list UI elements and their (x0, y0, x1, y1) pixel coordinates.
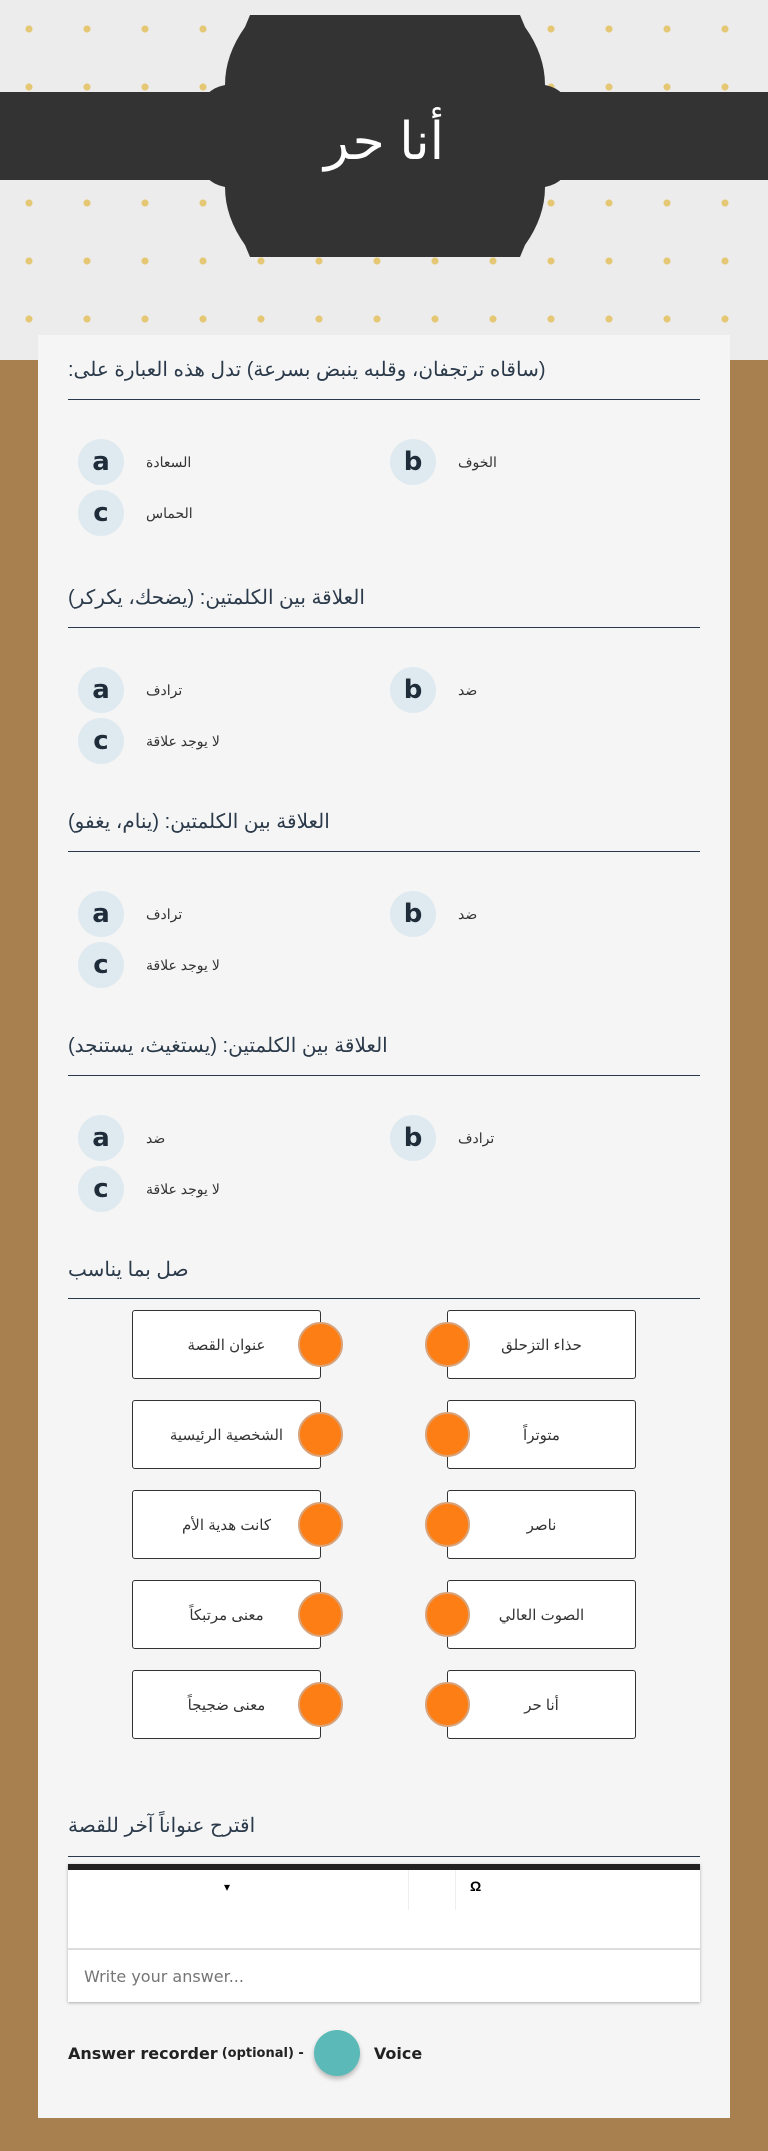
match-connector-dot[interactable] (425, 1322, 470, 1367)
option-a[interactable] (78, 891, 182, 937)
divider (68, 627, 700, 628)
match-right-item[interactable]: ناصر (447, 1490, 636, 1559)
option-c[interactable] (78, 1166, 220, 1212)
option-letter-badge: c (78, 718, 124, 764)
match-connector-dot[interactable] (298, 1592, 343, 1637)
voice-record-button[interactable] (314, 2030, 360, 2076)
form-card (38, 335, 730, 2118)
option-letter-badge: b (390, 439, 436, 485)
match-title: صل بما يناسب (68, 1259, 189, 1281)
match-connector-dot[interactable] (425, 1412, 470, 1457)
option-a[interactable] (78, 1115, 165, 1161)
answer-input[interactable] (68, 1948, 700, 2002)
match-right-item[interactable]: أنا حر (447, 1670, 636, 1739)
divider (68, 399, 700, 400)
toolbar-separator (408, 1870, 409, 1910)
divider (68, 851, 700, 852)
match-right-item[interactable]: حذاء التزحلق (447, 1310, 636, 1379)
option-c[interactable] (78, 490, 193, 536)
recorder-optional: (optional) - (221, 2045, 304, 2061)
option-label: السعادة (146, 453, 192, 470)
option-letter-badge: c (78, 942, 124, 988)
match-left-item[interactable]: معنى ضجيجاً (132, 1670, 321, 1739)
match-left-item[interactable]: الشخصية الرئيسية (132, 1400, 321, 1469)
divider (68, 1856, 700, 1857)
page-title: أنا حر (323, 113, 445, 171)
option-label: لا يوجد علاقة (146, 732, 220, 749)
option-b[interactable] (390, 439, 497, 485)
open-question-title: اقترح عنواناً آخر للقصة (68, 1815, 256, 1837)
option-letter-badge: a (78, 891, 124, 937)
match-connector-dot[interactable] (425, 1682, 470, 1727)
match-connector-dot[interactable] (425, 1502, 470, 1547)
answer-recorder (68, 2030, 422, 2076)
match-connector-dot[interactable] (298, 1682, 343, 1727)
option-c[interactable] (78, 718, 220, 764)
option-a[interactable] (78, 439, 191, 485)
option-label: ترادف (146, 681, 183, 698)
question-title: العلاقة بين الكلمتين: (ينام، يغفو) (68, 811, 330, 833)
question-title: العلاقة بين الكلمتين: (يستغيث، يستنجد) (68, 1035, 388, 1057)
divider (68, 1075, 700, 1076)
option-b[interactable] (390, 667, 477, 713)
option-b[interactable] (390, 891, 477, 937)
option-letter-badge: b (390, 1115, 436, 1161)
option-label: ضد (458, 681, 478, 698)
option-b[interactable] (390, 1115, 494, 1161)
option-a[interactable] (78, 667, 182, 713)
option-label: ترادف (146, 905, 183, 922)
option-letter-badge: b (390, 667, 436, 713)
toolbar-separator (455, 1870, 456, 1910)
option-letter-badge: c (78, 490, 124, 536)
rich-text-editor (68, 1864, 700, 2002)
match-connector-dot[interactable] (298, 1322, 343, 1367)
special-character-icon[interactable]: Ω (470, 1878, 482, 1894)
match-left-item[interactable]: كانت هدية الأم (132, 1490, 321, 1559)
match-connector-dot[interactable] (298, 1412, 343, 1457)
match-left-item[interactable]: عنوان القصة (132, 1310, 321, 1379)
match-connector-dot[interactable] (298, 1502, 343, 1547)
match-right-item[interactable]: متوتراً (447, 1400, 636, 1469)
option-letter-badge: a (78, 667, 124, 713)
font-dropdown-icon[interactable]: ▾ (224, 1880, 231, 1894)
option-label: الخوف (458, 453, 497, 470)
option-label: لا يوجد علاقة (146, 956, 220, 973)
recorder-label: Answer recorder (68, 2043, 218, 2063)
option-label: ضد (458, 905, 478, 922)
option-letter-badge: b (390, 891, 436, 937)
voice-label: Voice (373, 2043, 423, 2063)
option-letter-badge: c (78, 1166, 124, 1212)
match-right-item[interactable]: الصوت العالي (447, 1580, 636, 1649)
option-label: ضد (146, 1129, 166, 1146)
match-connector-dot[interactable] (425, 1592, 470, 1637)
option-label: ترادف (458, 1129, 495, 1146)
option-letter-badge: a (78, 1115, 124, 1161)
question-title: العلاقة بين الكلمتين: (يضحك، يكركر) (68, 587, 365, 609)
match-left-item[interactable]: معنى مرتبكاً (132, 1580, 321, 1649)
option-letter-badge: a (78, 439, 124, 485)
option-c[interactable] (78, 942, 220, 988)
divider (68, 1298, 700, 1299)
question-title: (ساقاه ترتجفان، وقلبه ينبض بسرعة) تدل هذه العبارة على: (68, 359, 546, 381)
option-label: لا يوجد علاقة (146, 1180, 220, 1197)
option-label: الحماس (146, 504, 193, 521)
